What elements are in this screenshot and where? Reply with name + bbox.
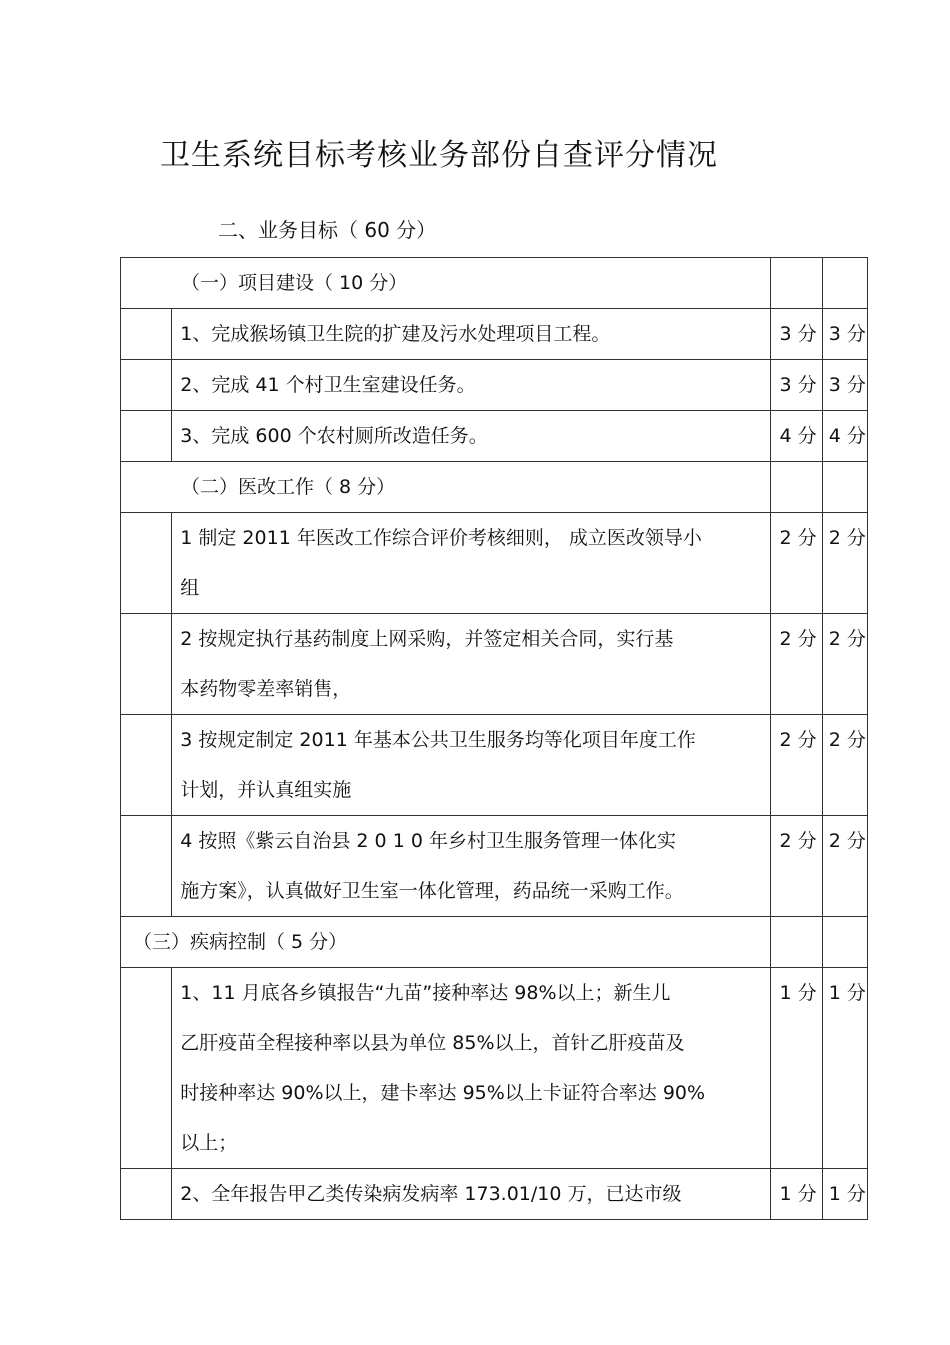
item-description-line: 1、完成猴场镇卫生院的扩建及污水处理项目工程。 [180, 323, 611, 345]
row-gutter [121, 816, 172, 917]
self-assessed-score: 1 分 [822, 968, 867, 1169]
standard-score: 2 分 [771, 816, 822, 917]
item-description [172, 816, 771, 917]
item-description-line: 施方案》，认真做好卫生室一体化管理，药品统一采购工作。 [180, 880, 684, 902]
item-description-line: 组 [180, 577, 200, 599]
item-description-line: 2、完成 41 个村卫生室建设任务。 [180, 374, 476, 396]
standard-score: 2 分 [771, 715, 822, 816]
empty-score-cell [822, 258, 867, 309]
row-gutter [121, 360, 172, 411]
item-description [172, 309, 771, 360]
self-assessed-score: 4 分 [822, 411, 867, 462]
group-heading-row [121, 462, 868, 513]
row-gutter [121, 715, 172, 816]
item-description [172, 614, 771, 715]
standard-score: 3 分 [771, 309, 822, 360]
item-description-line: 本药物零差率销售， [180, 678, 352, 700]
item-description [172, 968, 771, 1169]
row-gutter [121, 614, 172, 715]
table-row [121, 715, 868, 816]
group-heading-row [121, 917, 868, 968]
empty-score-cell [822, 917, 867, 968]
empty-score-cell [822, 462, 867, 513]
row-gutter [121, 411, 172, 462]
item-description [172, 1169, 771, 1220]
standard-score: 1 分 [771, 1169, 822, 1220]
self-assessed-score: 2 分 [822, 816, 867, 917]
item-description-line: 乙肝疫苗全程接种率以县为单位 85%以上，首针乙肝疫苗及 [180, 1032, 685, 1054]
item-description-line: 2、全年报告甲乙类传染病发病率 173.01/10 万，已达市级 [180, 1183, 682, 1205]
standard-score: 2 分 [771, 513, 822, 614]
item-description-line: 1、11 月底各乡镇报告“九苗”接种率达 98%以上；新生儿 [180, 982, 671, 1004]
item-description-line: 2 按规定执行基药制度上网采购，并签定相关合同，实行基 [180, 628, 674, 650]
standard-score: 4 分 [771, 411, 822, 462]
item-description [172, 360, 771, 411]
table-row [121, 968, 868, 1169]
empty-score-cell [771, 258, 822, 309]
item-description-line: 1 制定 2011 年医改工作综合评价考核细则， 成立医改领导小 [180, 527, 702, 549]
table-row [121, 614, 868, 715]
row-gutter [121, 513, 172, 614]
standard-score: 3 分 [771, 360, 822, 411]
item-description-line: 时接种率达 90%以上，建卡率达 95%以上卡证符合率达 90% [180, 1082, 706, 1104]
self-assessed-score: 3 分 [822, 309, 867, 360]
row-gutter [121, 309, 172, 360]
table-row [121, 411, 868, 462]
section-title: 二、业务目标（ 60 分） [218, 218, 437, 242]
self-assessed-score: 1 分 [822, 1169, 867, 1220]
item-description-line: 3 按规定制定 2011 年基本公共卫生服务均等化项目年度工作 [180, 729, 696, 751]
item-description-line: 3、完成 600 个农村厕所改造任务。 [180, 425, 488, 447]
group-heading: （一）项目建设（ 10 分） [121, 258, 771, 309]
self-assessed-score: 3 分 [822, 360, 867, 411]
table-row [121, 360, 868, 411]
self-assessed-score: 2 分 [822, 715, 867, 816]
score-table [120, 257, 868, 1220]
item-description [172, 411, 771, 462]
group-heading-row [121, 258, 868, 309]
table-row [121, 309, 868, 360]
item-description-line: 计划，并认真组实施 [180, 779, 352, 801]
standard-score: 1 分 [771, 968, 822, 1169]
group-heading: （二）医改工作（ 8 分） [121, 462, 771, 513]
group-heading: （三）疾病控制（ 5 分） [121, 917, 771, 968]
row-gutter [121, 1169, 172, 1220]
table-row [121, 513, 868, 614]
self-assessed-score: 2 分 [822, 614, 867, 715]
empty-score-cell [771, 917, 822, 968]
empty-score-cell [771, 462, 822, 513]
table-row [121, 816, 868, 917]
document-title: 卫生系统目标考核业务部份自查评分情况 [160, 138, 718, 173]
item-description [172, 715, 771, 816]
table-row [121, 1169, 868, 1220]
standard-score: 2 分 [771, 614, 822, 715]
self-assessed-score: 2 分 [822, 513, 867, 614]
item-description-line: 以上； [180, 1132, 238, 1154]
item-description-line: 4 按照《紫云自治县 2 0 1 0 年乡村卫生服务管理一体化实 [180, 830, 676, 852]
row-gutter [121, 968, 172, 1169]
item-description [172, 513, 771, 614]
